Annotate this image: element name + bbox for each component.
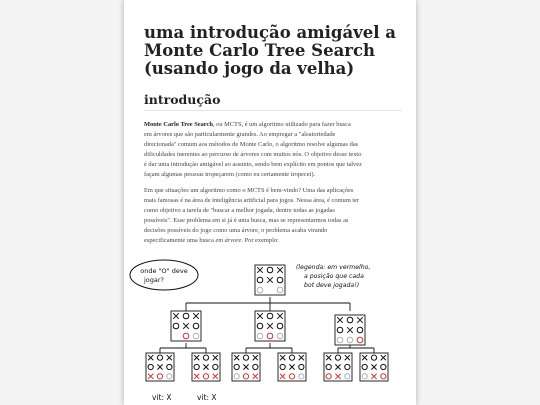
left-edges xyxy=(160,343,206,353)
article-page xyxy=(124,0,416,405)
p1-line-6: façam algumas pessoas tropeçarem (como eu certamente tropecei). xyxy=(144,170,316,178)
article-content xyxy=(144,24,402,246)
title-line-2: Monte Carlo Tree Search xyxy=(144,41,376,60)
intro-paragraph-2 xyxy=(144,186,402,245)
p1-line-4: dificuldades inerentes ao percurso de árvores com muitos nós. O objetivo desse texto xyxy=(144,150,362,158)
title-line-1: uma introdução amigável a xyxy=(144,23,396,42)
legend-line-2: a posição que cada xyxy=(304,273,364,280)
p2-emphasis: em árvore xyxy=(215,236,242,244)
question-line-1: onde "O" deve xyxy=(140,267,188,275)
mcts-term: Monte Carlo Tree Search xyxy=(144,121,213,128)
root-edges xyxy=(186,297,350,311)
article-title xyxy=(144,24,402,78)
game-tree-drawing xyxy=(124,255,416,405)
legend-line-1: (legenda: em vermelho, xyxy=(296,264,371,271)
winner-label-1: vit: X xyxy=(152,393,172,402)
question-bubble xyxy=(130,260,198,290)
p1-line-2: em árvores que são particularmente grandes. Ao empregar a "aleatoriedade xyxy=(144,130,336,138)
p2-line-3: como objetivo a tarefa de "buscar a melhor jogada, dentre todas as jogadas xyxy=(144,207,335,215)
p1-line-3: direcionada" comum aos métodos de Monte Carlo, o algoritmo resolve algumas das xyxy=(144,140,359,148)
middle-edges xyxy=(246,343,292,353)
winner-label-2: vit: X xyxy=(197,393,217,402)
question-line-2: jogar? xyxy=(143,276,165,284)
p2-line-1: Em que situações um algoritmo como o MCTS é bem-vindo? Uma das aplicações xyxy=(144,187,354,195)
section-heading: introdução xyxy=(144,92,402,111)
p2-line-2: mais famosas é na área de inteligência artificial para jogos. Nessa área, é comum ter xyxy=(144,197,360,205)
p1-line-1: , ou MCTS, é um algoritmo utilizado para fazer busca xyxy=(212,121,351,128)
p2-line-6-suffix: . Por exemplo: xyxy=(241,236,279,244)
title-line-3: (usando jogo da velha) xyxy=(144,59,355,78)
p1-line-5: é dar uma introdução amigável ao assunto, sendo bem explícito em pontos que talvez xyxy=(144,160,362,168)
p2-line-6-prefix: especificamente uma busca xyxy=(144,236,216,244)
intro-paragraph-1 xyxy=(144,120,402,179)
legend-line-3: bot deve jogada!) xyxy=(304,282,360,289)
p2-line-5: decisões possíveis do jogo como uma árvore, o problema acaba virando xyxy=(144,227,328,235)
p2-line-4: possíveis". Esse problema em si já é uma busca, mas se representarmos todas as xyxy=(144,217,349,225)
game-tree-figure xyxy=(124,255,416,405)
